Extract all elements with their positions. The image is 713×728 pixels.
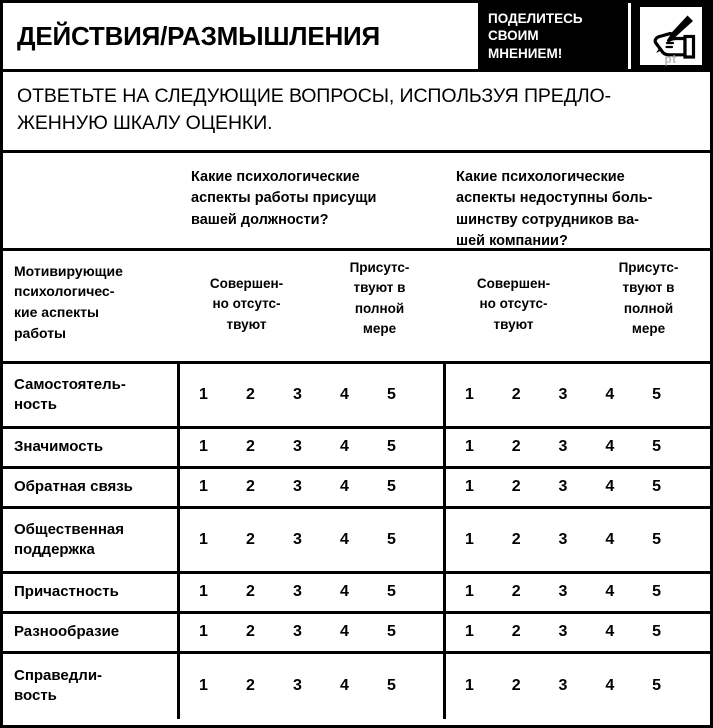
instruction-line-2: ЖЕННУЮ ШКАЛУ ОЦЕНКИ. bbox=[17, 111, 273, 134]
rating-option-2[interactable]: 2 bbox=[511, 583, 521, 601]
rating-scale-cell-2[interactable] bbox=[446, 654, 710, 719]
rating-option-4[interactable]: 4 bbox=[605, 478, 615, 496]
aspect-label-line: Справедли- bbox=[14, 667, 103, 685]
rating-scale-cell-1[interactable] bbox=[180, 614, 446, 651]
instruction-line-1: ОТВЕТЬТЕ НА СЛЕДУЮЩИЕ ВОПРОСЫ, ИСПОЛЬЗУЯ ПРЕДЛО- bbox=[17, 85, 611, 107]
rating-option-4[interactable]: 4 bbox=[340, 623, 349, 641]
scale-anchor-high-1-line-1: Присутс- bbox=[349, 259, 410, 275]
rating-option-5[interactable]: 5 bbox=[387, 623, 396, 641]
badge-inner bbox=[640, 7, 702, 65]
aspect-label-line: Самостоятель- bbox=[14, 375, 126, 393]
question-2-line-2: аспекты недоступны боль- bbox=[456, 190, 653, 207]
rating-option-5[interactable]: 5 bbox=[652, 438, 662, 456]
column-header-aspects bbox=[3, 251, 180, 361]
rating-option-3[interactable]: 3 bbox=[558, 478, 568, 496]
table-row bbox=[3, 469, 710, 509]
rating-scale-cell-2[interactable] bbox=[446, 429, 710, 466]
questions-spacer bbox=[3, 153, 180, 248]
share-opinion-callout bbox=[478, 3, 628, 69]
rating-option-2[interactable]: 2 bbox=[246, 438, 255, 456]
rating-option-4[interactable]: 4 bbox=[340, 438, 349, 456]
question-2-line-3: шинству сотрудников ва- bbox=[456, 211, 639, 228]
rating-option-3[interactable]: 3 bbox=[558, 677, 568, 695]
rating-option-4[interactable]: 4 bbox=[605, 583, 615, 601]
scale-anchor-high-1-line-3: полной bbox=[354, 300, 405, 316]
rating-option-1[interactable]: 1 bbox=[199, 677, 208, 695]
rating-scale-cell-2[interactable] bbox=[446, 364, 710, 426]
rating-option-1[interactable]: 1 bbox=[464, 677, 474, 695]
rating-option-1[interactable]: 1 bbox=[199, 623, 208, 641]
column-header-aspects-line-4: работы bbox=[14, 324, 67, 341]
scale-anchor-low-1-line-2: но отсутс- bbox=[212, 296, 281, 312]
page-header bbox=[3, 3, 710, 72]
question-2-line-1: Какие психологические bbox=[456, 168, 625, 185]
callout-line-1: ПОДЕЛИТЕСЬ bbox=[488, 11, 583, 27]
rating-option-3[interactable]: 3 bbox=[293, 385, 302, 403]
rating-option-4[interactable]: 4 bbox=[340, 385, 349, 403]
rating-option-3[interactable]: 3 bbox=[558, 530, 568, 548]
scale-anchor-high-1-line-4: мере bbox=[362, 321, 397, 337]
rating-option-4[interactable]: 4 bbox=[340, 583, 349, 601]
rating-scale-cell-1[interactable] bbox=[180, 364, 446, 426]
column-header-aspects-line-1: Мотивирующие bbox=[14, 262, 123, 279]
rating-option-4[interactable]: 4 bbox=[340, 677, 349, 695]
rating-scale-cell-1[interactable] bbox=[180, 429, 446, 466]
scale-anchor-low-1-line-3: твуют bbox=[226, 316, 267, 332]
rating-option-1[interactable]: 1 bbox=[199, 478, 208, 496]
callout-line-2: СВОИМ bbox=[488, 28, 539, 44]
aspect-label-cell bbox=[3, 574, 180, 611]
scale-anchor-high-1-line-2: твуют в bbox=[353, 280, 406, 296]
rating-option-4[interactable]: 4 bbox=[605, 677, 615, 695]
rating-option-4[interactable]: 4 bbox=[340, 530, 349, 548]
page-title: ДЕЙСТВИЯ/РАЗМЫШЛЕНИЯ bbox=[17, 21, 381, 51]
question-1 bbox=[180, 153, 446, 248]
rating-option-1[interactable]: 1 bbox=[464, 623, 474, 641]
rating-scale-cell-2[interactable] bbox=[446, 509, 710, 571]
rating-option-5[interactable]: 5 bbox=[652, 478, 662, 496]
rating-option-2[interactable]: 2 bbox=[511, 677, 521, 695]
question-1-line-1: Какие психологические bbox=[191, 168, 360, 185]
rating-option-5[interactable]: 5 bbox=[652, 677, 662, 695]
aspect-label-cell bbox=[3, 654, 180, 719]
rating-option-1[interactable]: 1 bbox=[464, 530, 474, 548]
table-head bbox=[3, 251, 710, 364]
scale-anchor-low-2-line-2: но отсутс- bbox=[479, 296, 548, 312]
rating-scale-cell-1[interactable] bbox=[180, 509, 446, 571]
aspect-label-cell bbox=[3, 469, 180, 506]
question-1-line-2: аспекты работы присущи bbox=[191, 190, 377, 207]
question-2 bbox=[446, 153, 713, 248]
rating-scale-cell-1[interactable] bbox=[180, 654, 446, 719]
rating-option-3[interactable]: 3 bbox=[293, 438, 302, 456]
rating-option-4[interactable]: 4 bbox=[605, 385, 615, 403]
scale-anchor-high-2-line-2: твуют в bbox=[622, 280, 675, 296]
rating-option-4[interactable]: 4 bbox=[340, 478, 349, 496]
rating-option-3[interactable]: 3 bbox=[293, 530, 302, 548]
scale-anchor-low-2-line-1: Совершен- bbox=[476, 275, 551, 291]
rating-option-4[interactable]: 4 bbox=[605, 530, 615, 548]
questions-row bbox=[3, 153, 710, 251]
aspect-label-line: Общественная bbox=[14, 520, 125, 538]
aspect-label-line: Значимость bbox=[14, 438, 104, 456]
aspect-label-line: Разнообразие bbox=[14, 623, 120, 641]
question-1-line-3: вашей должности? bbox=[191, 211, 329, 228]
scale-anchor-high-1 bbox=[313, 251, 446, 361]
rating-option-3[interactable]: 3 bbox=[293, 583, 302, 601]
table-row bbox=[3, 509, 710, 574]
rating-option-2[interactable]: 2 bbox=[246, 677, 255, 695]
aspect-label-line: поддержка bbox=[14, 540, 95, 558]
scale-anchor-low-1-line-1: Совершен- bbox=[209, 275, 284, 291]
aspect-label-cell bbox=[3, 509, 180, 571]
rating-option-3[interactable]: 3 bbox=[558, 385, 568, 403]
rating-option-2[interactable]: 2 bbox=[246, 385, 255, 403]
scale-anchor-low-2 bbox=[446, 251, 581, 361]
rating-scale-cell-2[interactable] bbox=[446, 469, 710, 506]
aspect-label-cell bbox=[3, 614, 180, 651]
table-row bbox=[3, 364, 710, 429]
instruction-block bbox=[3, 72, 710, 153]
scale-anchor-low-1 bbox=[180, 251, 313, 361]
rating-option-3[interactable]: 3 bbox=[558, 438, 568, 456]
rating-option-3[interactable]: 3 bbox=[293, 623, 302, 641]
question-2-line-4: шей компании? bbox=[456, 233, 568, 250]
rating-scale-cell-1[interactable] bbox=[180, 469, 446, 506]
scale-anchor-low-2-line-3: твуют bbox=[493, 316, 534, 332]
scale-header-group-1 bbox=[180, 251, 446, 361]
scale-anchor-high-2-line-3: полной bbox=[623, 300, 674, 316]
rating-option-2[interactable]: 2 bbox=[246, 583, 255, 601]
rating-option-5[interactable]: 5 bbox=[652, 385, 662, 403]
aspect-label-line: ность bbox=[14, 395, 57, 413]
rating-option-5[interactable]: 5 bbox=[387, 677, 396, 695]
aspect-label-line: вость bbox=[14, 687, 57, 705]
rating-option-2[interactable]: 2 bbox=[246, 530, 255, 548]
rating-option-1[interactable]: 1 bbox=[464, 583, 474, 601]
rating-scale-cell-1[interactable] bbox=[180, 574, 446, 611]
rating-option-2[interactable]: 2 bbox=[511, 623, 521, 641]
aspect-label-cell bbox=[3, 364, 180, 426]
rating-option-1[interactable]: 1 bbox=[464, 438, 474, 456]
rating-option-5[interactable]: 5 bbox=[652, 583, 662, 601]
rating-option-1[interactable]: 1 bbox=[199, 583, 208, 601]
table-row bbox=[3, 654, 710, 719]
rating-option-1[interactable]: 1 bbox=[199, 530, 208, 548]
rating-option-2[interactable]: 2 bbox=[511, 385, 521, 403]
rating-option-2[interactable]: 2 bbox=[511, 530, 521, 548]
scale-anchor-high-2 bbox=[581, 251, 713, 361]
table-row bbox=[3, 614, 710, 654]
rating-option-5[interactable]: 5 bbox=[387, 438, 396, 456]
badge-zone bbox=[628, 3, 710, 69]
rating-scale-cell-2[interactable] bbox=[446, 614, 710, 651]
badge-caption: pt bbox=[664, 52, 677, 66]
rating-option-3[interactable]: 3 bbox=[558, 583, 568, 601]
column-header-aspects-line-3: кие аспекты bbox=[14, 303, 99, 320]
rating-option-3[interactable]: 3 bbox=[293, 677, 302, 695]
rating-option-2[interactable]: 2 bbox=[246, 623, 255, 641]
rating-scale-cell-2[interactable] bbox=[446, 574, 710, 611]
rating-option-5[interactable]: 5 bbox=[387, 530, 396, 548]
rating-option-3[interactable]: 3 bbox=[293, 478, 302, 496]
rating-option-5[interactable]: 5 bbox=[387, 583, 396, 601]
table-row bbox=[3, 429, 710, 469]
table-body bbox=[3, 364, 710, 719]
table-row bbox=[3, 574, 710, 614]
callout-line-3: МНЕНИЕМ! bbox=[488, 45, 563, 61]
rating-option-1[interactable]: 1 bbox=[464, 478, 474, 496]
rating-option-5[interactable]: 5 bbox=[652, 530, 662, 548]
rating-option-3[interactable]: 3 bbox=[558, 623, 568, 641]
rating-option-2[interactable]: 2 bbox=[246, 478, 255, 496]
rating-option-5[interactable]: 5 bbox=[387, 385, 396, 403]
column-header-aspects-line-2: психологичес- bbox=[14, 283, 115, 300]
rating-option-5[interactable]: 5 bbox=[387, 478, 396, 496]
aspect-label-line: Обратная связь bbox=[14, 478, 133, 496]
rating-option-5[interactable]: 5 bbox=[652, 623, 662, 641]
rating-option-1[interactable]: 1 bbox=[199, 438, 208, 456]
scale-header-group-2 bbox=[446, 251, 713, 361]
rating-option-4[interactable]: 4 bbox=[605, 438, 615, 456]
rating-option-4[interactable]: 4 bbox=[605, 623, 615, 641]
aspect-label-line: Причастность bbox=[14, 583, 119, 601]
scale-anchor-high-2-line-4: мере bbox=[631, 321, 666, 337]
rating-option-1[interactable]: 1 bbox=[464, 385, 474, 403]
scale-anchor-high-2-line-1: Присутс- bbox=[618, 259, 679, 275]
rating-option-1[interactable]: 1 bbox=[199, 385, 208, 403]
rating-option-2[interactable]: 2 bbox=[511, 478, 521, 496]
rating-option-2[interactable]: 2 bbox=[511, 438, 521, 456]
aspect-label-cell bbox=[3, 429, 180, 466]
page-title-zone bbox=[3, 3, 478, 69]
